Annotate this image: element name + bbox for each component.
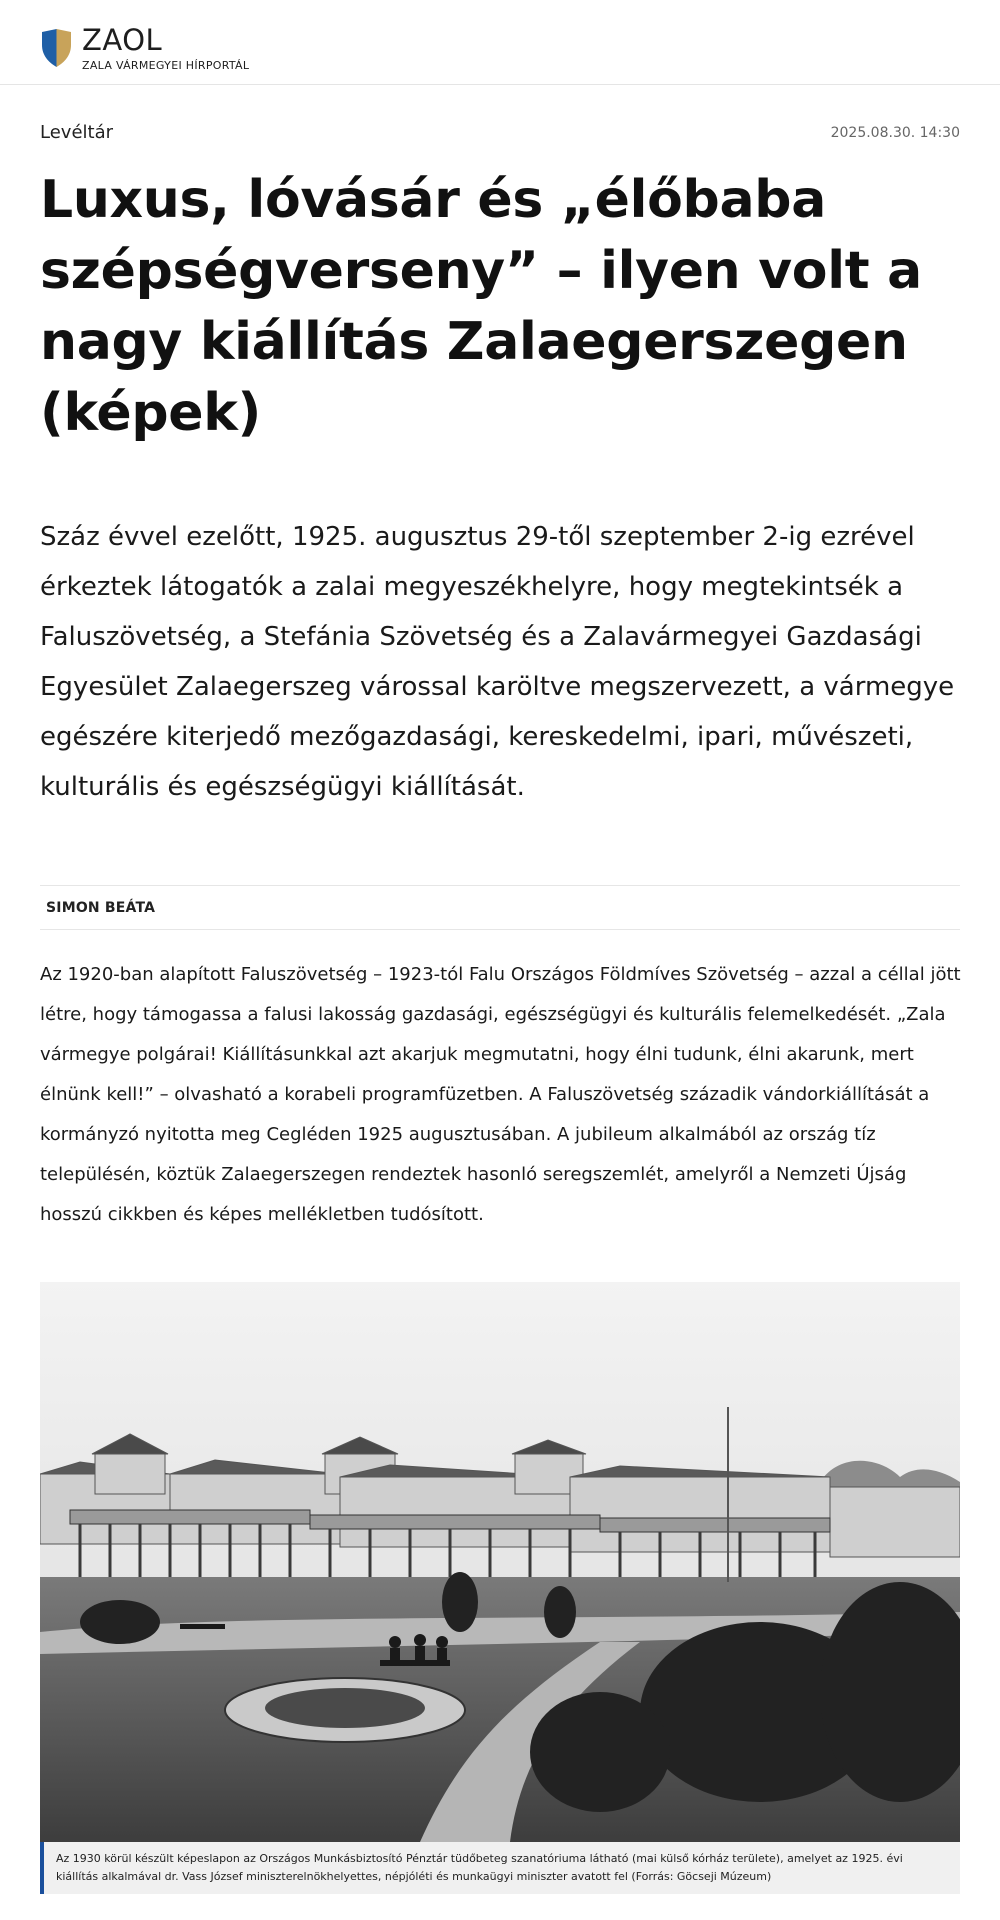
shield-logo-icon [40,29,73,69]
site-header [0,0,1000,85]
site-tagline: ZALA VÁRMEGYEI HÍRPORTÁL [82,59,250,72]
article-title: Luxus, lóvásár és „élőbaba szépségverseny” – ilyen volt a nagy kiállítás Zalaegerszegen (képek) [40,170,922,443]
article-category-link[interactable]: Levéltár [40,122,114,143]
author-bar [40,885,960,930]
article-lead: Száz évvel ezelőtt, 1925. augusztus 29-től szeptember 2-ig ezrével érkeztek látogatók a zalai megyeszékhelyre, hogy megtekintsék a Faluszövetség, a Stefánia Szövetség és a Zalavármegyei Gazdasági Egyesület Zalaegerszeg várossal karöltve megszervezett, a vármegye egészére kiterjedő mezőgazdasági, kereskedelmi, ipari, művészeti, kulturális és egészségügyi kiállítását. [40,522,955,802]
article-datetime: 2025.08.30. 14:30 [830,125,960,141]
article-body-paragraph: Az 1920-ban alapított Faluszövetség – 1923-tól Falu Országos Földmíves Szövetség – azzal a céllal jött létre, hogy támogassa a falusi lakosság gazdasági, egészségügyi és kulturális felemelkedését. „Zala vármegye polgárai! Kiállításunkkal azt akarjuk megmutatni, hogy élni tudunk, élni akarunk, mert élnünk kell!” – olvasható a korabeli programfüzetben. A Faluszövetség századik vándorkiállítását a kormányzó nyitotta meg Cegléden 1925 augusztusában. A jubileum alkalmából az ország tíz településén, köztük Zalaegerszegen rendeztek hasonló seregszemlét, amelyről a Nemzeti Újság hosszú cikkben és képes mellékletben tudósított. [40,964,961,1225]
photo-caption: Az 1930 körül készült képeslapon az Országos Munkásbiztosító Pénztár tüdőbeteg szanatóriuma látható (mai külső kórház területe), amelyet az 1925. évi kiállítás alkalmával dr. Vass József miniszterelnökhelyettes, népjóléti és munkaügyi miniszter avatott fel (Forrás: Göcseji Múzeum) [40,1842,960,1894]
article-photo[interactable] [40,1282,960,1842]
sanatorium-postcard-image [40,1282,960,1842]
site-name: ZAOL [82,23,163,57]
author-name[interactable]: SIMON BEÁTA [46,900,156,916]
